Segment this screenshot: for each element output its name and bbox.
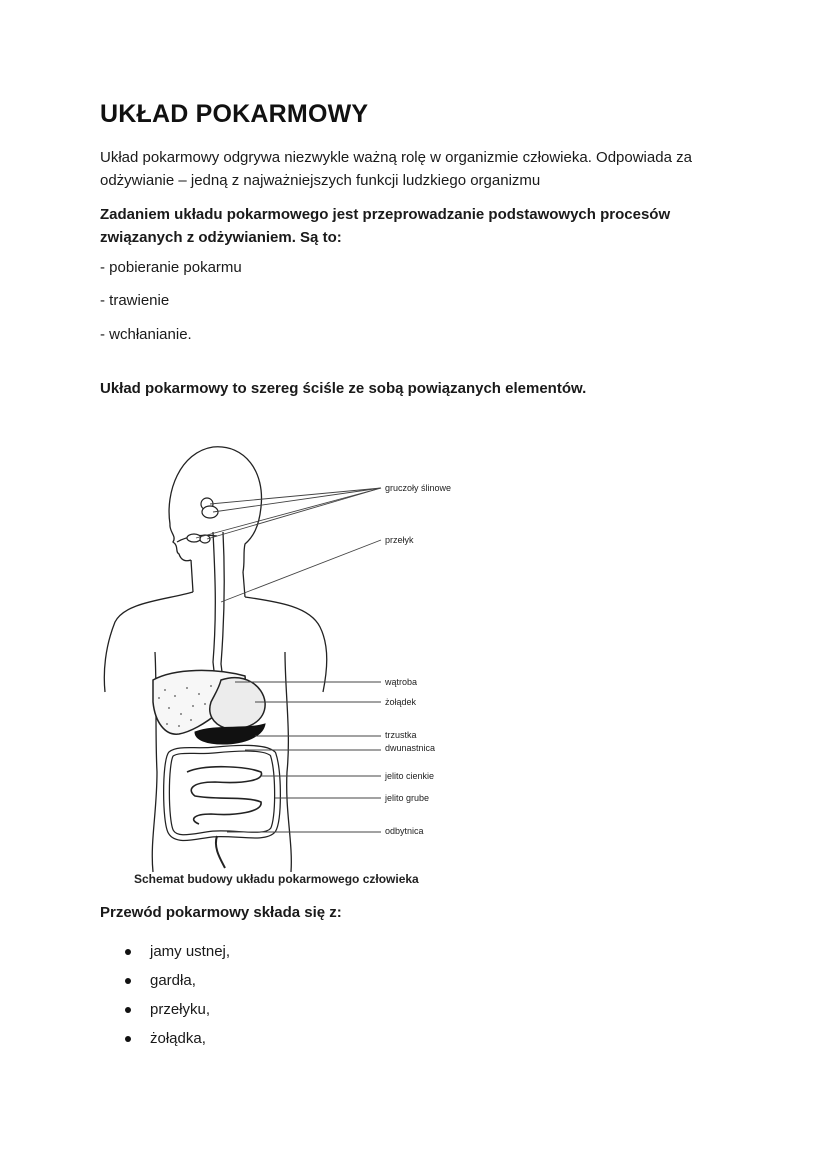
large-intestine — [167, 748, 278, 837]
page-title: UKŁAD POKARMOWY — [100, 100, 369, 128]
label-small-intestine: jelito cienkie — [385, 771, 435, 781]
label-liver: wątroba — [385, 677, 418, 687]
process-item: - wchłanianie. — [100, 326, 192, 343]
list-item: jamy ustnej, — [100, 940, 230, 969]
digestive-system-diagram — [95, 432, 475, 892]
small-intestine — [187, 767, 262, 824]
label-pancreas: trzustka — [385, 730, 417, 740]
list-item: przełyku, — [100, 998, 230, 1027]
esophagus — [213, 532, 224, 680]
label-rectum: odbytnica — [385, 826, 424, 836]
process-item: - trawienie — [100, 292, 170, 309]
diagram-caption: Schemat budowy układu pokarmowego człowieka — [134, 872, 419, 886]
bullet-icon — [125, 949, 131, 955]
task-heading: Zadaniem układu pokarmowego jest przeprowadzanie podstawowych procesów związanych z odżywianiem. Są to: — [100, 206, 671, 246]
face-outline — [170, 524, 191, 561]
tract-list — [100, 940, 230, 1056]
rectum — [216, 836, 225, 868]
list-item: gardła, — [100, 969, 230, 998]
pancreas — [195, 724, 265, 744]
tract-heading: Przewód pokarmowy składa się z: — [100, 904, 342, 921]
process-item: - pobieranie pokarmu — [100, 259, 242, 276]
label-large-intestine: jelito grube — [385, 793, 430, 803]
bullet-icon — [125, 978, 131, 984]
label-esophagus: przełyk — [385, 535, 414, 545]
list-item: żołądka, — [100, 1027, 230, 1056]
label-duodenum: dwunastnica — [385, 743, 436, 753]
bullet-icon — [125, 1007, 131, 1013]
label-salivary-glands: gruczoły ślinowe — [385, 483, 452, 493]
bullet-icon — [125, 1036, 131, 1042]
label-stomach: żołądek — [385, 697, 417, 707]
neck-outline — [191, 560, 245, 597]
elements-heading: Układ pokarmowy to szereg ściśle ze sobą powiązanych elementów. — [100, 380, 587, 397]
right-torso-side — [285, 652, 291, 872]
intro-paragraph: Układ pokarmowy odgrywa niezwykle ważną rolę w organizmie człowieka. Odpowiada za odżywianie – jedną z najważniejszych funkcji ludzkiego organizmu — [100, 149, 692, 189]
